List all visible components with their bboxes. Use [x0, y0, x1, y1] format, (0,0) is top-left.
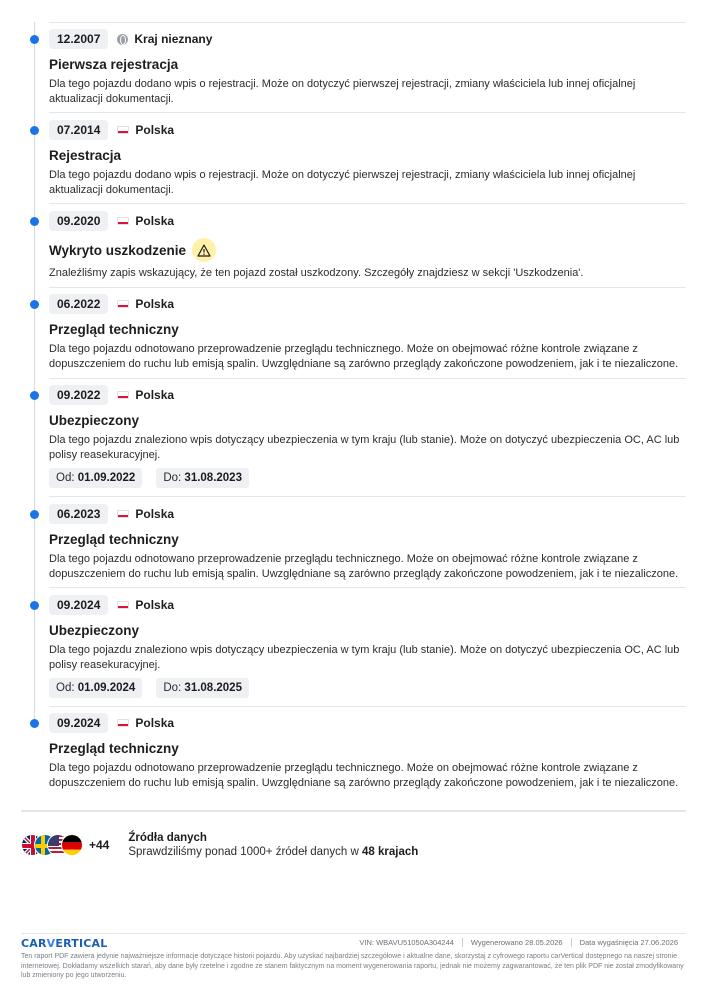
divider: [49, 587, 686, 588]
entry-description: Dla tego pojazdu odnotowano przeprowadzenie przeglądu technicznego. Może on obejmować różne kontrole związane z dopuszczeniem do ruchu lub emisją spalin. Uwzględniane są zarówno przeglądy zakończone powodzeniem, jak i te niezaliczone.: [49, 762, 679, 789]
entry-description: Dla tego pojazdu dodano wpis o rejestracji. Może on dotyczyć pierwszej rejestracji, zmiany właściciela lub innej oficjalnej aktualizacji dokumentacji.: [49, 169, 636, 196]
divider: [49, 203, 686, 204]
footer-divider: [21, 933, 686, 934]
entry-title: Przegląd techniczny: [49, 532, 179, 547]
poland-flag-icon: [117, 126, 129, 134]
globe-icon: [117, 34, 128, 45]
entry-title: Przegląd techniczny: [49, 741, 179, 756]
timeline-dot: [30, 126, 39, 135]
entry-title: Rejestracja: [49, 148, 122, 163]
expiry-date: Data wygaśnięcia 27.06.2026: [571, 938, 686, 947]
date-chip: 12.2007: [49, 29, 108, 49]
poland-flag-icon: [117, 217, 129, 225]
divider: [49, 706, 686, 707]
entry-description: Dla tego pojazdu odnotowano przeprowadzenie przeglądu technicznego. Może on obejmować różne kontrole związane z dopuszczeniem do ruchu lub emisją spalin. Uwzględniane są zarówno przeglądy zakończone powodzeniem, jak i te niezaliczone.: [49, 553, 679, 580]
entry-description: Dla tego pojazdu znaleziono wpis dotyczący ubezpieczenia w tym kraju (lub stanie). Może on dotyczyć ubezpieczenia OC, AC lub polisy reasekuracyjnej.: [49, 644, 680, 671]
vin-label: VIN: WBAVU51050A304244: [359, 938, 454, 947]
entry-description: Znaleźliśmy zapis wskazujący, że ten pojazd został uszkodzony. Szczegóły znajdziesz w sekcji 'Uszkodzenia'.: [49, 267, 584, 279]
warning-icon: [192, 238, 216, 262]
disclaimer-text: Ten raport PDF zawiera jedynie najważniejsze informacje dotyczące historii pojazdu. Aby uzyskać najbardziej szczegółowe i aktualne dane, skorzystaj z cyfrowego raportu carVertical dostępnego na naszej stronie internetowej. Dokładamy wszelkich starań, aby dane były rzetelne i zgodne ze stanem faktycznym na moment wygenerowania raportu, jednak nie możemy zagwarantować, że ten plik PDF nie został zmodyfikowany lub zmieniony po jego utworzeniu.: [21, 953, 684, 979]
country-label: Kraj nieznany: [117, 32, 212, 46]
timeline-dot: [30, 601, 39, 610]
insurance-end-badge: Do: 31.08.2023: [156, 468, 249, 488]
date-chip: 09.2022: [49, 385, 108, 405]
date-chip: 06.2023: [49, 504, 108, 524]
date-chip: 07.2014: [49, 120, 108, 140]
timeline-dot: [30, 510, 39, 519]
country-flags: [21, 834, 83, 856]
date-chip: 06.2022: [49, 294, 108, 314]
timeline-dot: [30, 719, 39, 728]
date-chip: 09.2024: [49, 713, 108, 733]
sources-description: Sprawdziliśmy ponad 1000+ źródeł danych w 48 krajach: [128, 846, 419, 858]
section-divider: [21, 810, 686, 812]
report-meta: [351, 938, 686, 947]
country-label: Polska: [117, 388, 174, 402]
divider: [49, 378, 686, 379]
entry-title: Przegląd techniczny: [49, 322, 179, 337]
generated-date: Wygenerowano 28.05.2026: [462, 938, 571, 947]
entry-title: Ubezpieczony: [49, 623, 140, 638]
country-label: Polska: [117, 123, 174, 137]
timeline-dot: [30, 391, 39, 400]
divider: [49, 22, 686, 23]
country-label: Polska: [117, 297, 174, 311]
timeline-dot: [30, 35, 39, 44]
country-label: Polska: [117, 716, 174, 730]
more-countries-count: +44: [89, 838, 110, 852]
sources-text: [128, 832, 418, 858]
date-chip: 09.2024: [49, 595, 108, 615]
divider: [49, 287, 686, 288]
data-sources: [21, 832, 418, 858]
country-label: Polska: [117, 507, 174, 521]
timeline-dot: [30, 217, 39, 226]
country-label: Polska: [117, 214, 174, 228]
entry-title: Wykryto uszkodzenie: [49, 238, 216, 262]
entry-title: Ubezpieczony: [49, 413, 140, 428]
carvertical-logo: CARVERTICAL: [21, 937, 108, 950]
entry-description: Dla tego pojazdu dodano wpis o rejestracji. Może on dotyczyć pierwszej rejestracji, zmiany właściciela lub innej oficjalnej aktualizacji dokumentacji.: [49, 78, 636, 105]
divider: [49, 496, 686, 497]
insurance-end-badge: Do: 31.08.2025: [156, 678, 249, 698]
germany-flag-icon: [61, 834, 83, 856]
divider: [49, 112, 686, 113]
poland-flag-icon: [117, 300, 129, 308]
sources-title: Źródła danych: [128, 832, 207, 844]
date-chip: 09.2020: [49, 211, 108, 231]
entry-description: Dla tego pojazdu znaleziono wpis dotyczący ubezpieczenia w tym kraju (lub stanie). Może on dotyczyć ubezpieczenia OC, AC lub polisy reasekuracyjnej.: [49, 434, 680, 461]
poland-flag-icon: [117, 391, 129, 399]
entry-title: Pierwsza rejestracja: [49, 57, 179, 72]
poland-flag-icon: [117, 510, 129, 518]
poland-flag-icon: [117, 601, 129, 609]
insurance-start-badge: Od: 01.09.2024: [49, 678, 142, 698]
insurance-start-badge: Od: 01.09.2022: [49, 468, 142, 488]
entry-description: Dla tego pojazdu odnotowano przeprowadzenie przeglądu technicznego. Może on obejmować różne kontrole związane z dopuszczeniem do ruchu lub emisją spalin. Uwzględniane są zarówno przeglądy zakończone powodzeniem, jak i te niezaliczone.: [49, 343, 679, 370]
poland-flag-icon: [117, 719, 129, 727]
country-label: Polska: [117, 598, 174, 612]
timeline-dot: [30, 300, 39, 309]
